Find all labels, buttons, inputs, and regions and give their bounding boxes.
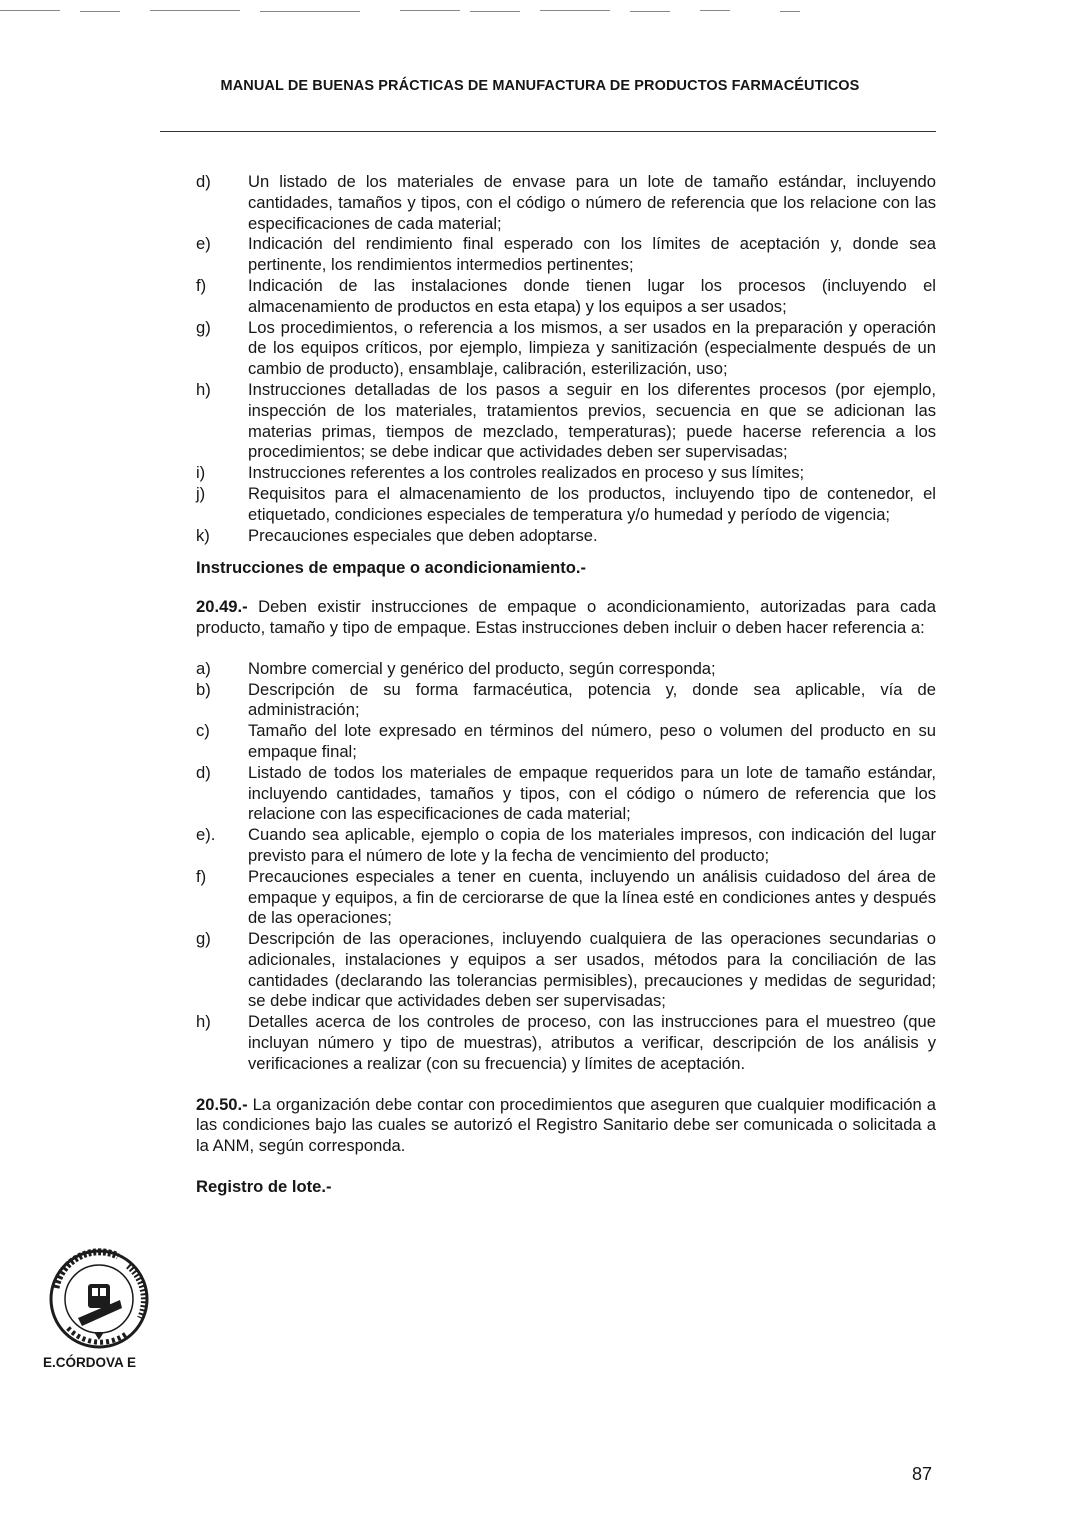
list-item-text: Instrucciones referentes a los controles realizados en proceso y sus límites; bbox=[248, 463, 805, 483]
list-item bbox=[196, 380, 936, 463]
list-item-text: Listado de todos los materiales de empaque requeridos para un lote de tamaño estándar, incluyendo cantidades, tamaños y tipos, con el código o número de referencia que los relacione con las especificaciones de cada material; bbox=[248, 762, 936, 824]
list-item bbox=[196, 867, 936, 929]
list-item bbox=[196, 929, 936, 1012]
list-item-text: Detalles acerca de los controles de proceso, con las instrucciones para el muestreo (que incluyan número y tipo de muestras), atributos a verificar, descripción de los análisis y verificaciones a realizar (con su frecuencia) y límites de aceptación. bbox=[248, 1012, 936, 1073]
list-item bbox=[196, 463, 936, 484]
list-item bbox=[196, 763, 936, 825]
list-item-text: Tamaño del lote expresado en términos del número, peso o volumen del producto en su empaque final; bbox=[248, 721, 936, 761]
section-heading: Registro de lote.- bbox=[196, 1177, 332, 1197]
list-item-text: Precauciones especiales a tener en cuenta, incluyendo un análisis cuidadoso del área de empaque y equipos, a fin de cerciorarse de que la línea esté en condiciones antes y después de las operaciones; bbox=[248, 866, 936, 928]
list-item bbox=[196, 659, 936, 680]
list-item-label: i) bbox=[196, 463, 206, 483]
list-item-text: Cuando sea aplicable, ejemplo o copia de los materiales impresos, con indicación del lugar previsto para el número de lote y la fecha de vencimiento del producto; bbox=[248, 825, 936, 865]
list-item-text: Descripción de las operaciones, incluyendo cualquiera de las operaciones secundarias o adicionales, instalaciones y equipos a ser usados, métodos para la conciliación de las cantidades (declarando las tolerancias permisibles), precauciones y medidas de seguridad; se debe indicar que actividades deben ser supervisadas; bbox=[248, 929, 936, 1011]
list-item-label: g) bbox=[196, 317, 211, 337]
official-seal-icon bbox=[48, 1248, 150, 1350]
list-item-label: k) bbox=[196, 525, 210, 545]
paragraph-20-49 bbox=[196, 597, 936, 639]
list-item-text: Precauciones especiales que deben adoptarse. bbox=[248, 525, 598, 545]
list-item-label: h) bbox=[196, 379, 211, 399]
list-item bbox=[196, 484, 936, 526]
list-item-text: Requisitos para el almacenamiento de los productos, incluyendo tipo de contenedor, el etiquetado, condiciones especiales de temperatura y/o humedad y período de vigencia; bbox=[248, 483, 936, 524]
list-item bbox=[196, 526, 936, 547]
paragraph-text: Deben existir instrucciones de empaque o acondicionamiento, autorizadas para cada producto, tamaño y tipo de empaque. Estas instrucciones deben incluir o deben hacer referencia a: bbox=[196, 597, 936, 637]
list-item bbox=[196, 318, 936, 380]
list-item-label: a) bbox=[196, 658, 211, 678]
paragraph-number: 20.49.- bbox=[196, 597, 248, 617]
list-item-label: e) bbox=[196, 234, 211, 254]
list-item bbox=[196, 234, 936, 276]
list-item bbox=[196, 276, 936, 318]
list-item-text: Indicación del rendimiento final esperado con los límites de aceptación y, donde sea pertinente, los rendimientos intermedios pertinentes; bbox=[248, 234, 936, 275]
list-item-text: Los procedimientos, o referencia a los mismos, a ser usados en la preparación y operación de los equipos críticos, por ejemplo, limpieza y sanitización (especialmente después de un cambio de producto), ensamblaje, calibración, esterilización, uso; bbox=[248, 317, 936, 379]
list-item-label: d) bbox=[196, 172, 211, 191]
list-item-text: Un listado de los materiales de envase para un lote de tamaño estándar, incluyendo cantidades, tamaños y tipos, con el código o número de referencia que los relacione con las especificaciones de cada material; bbox=[248, 172, 936, 233]
list-item-label: f) bbox=[196, 275, 207, 295]
list-item-label: f) bbox=[196, 866, 207, 886]
section-heading: Instrucciones de empaque o acondicionamiento.- bbox=[196, 558, 587, 578]
list-item-label: b) bbox=[196, 679, 211, 699]
list-item-text: Indicación de las instalaciones donde tienen lugar los procesos (incluyendo el almacenamiento de productos en esta etapa) y los equipos a ser usados; bbox=[248, 275, 936, 316]
list-item bbox=[196, 721, 936, 763]
signature-name: E.CÓRDOVA E bbox=[43, 1355, 137, 1370]
list-item bbox=[196, 680, 936, 722]
list-item-label: c) bbox=[196, 721, 210, 741]
page-header: MANUAL DE BUENAS PRÁCTICAS DE MANUFACTURA DE PRODUCTOS FARMACÉUTICOS bbox=[220, 78, 860, 94]
list-item-label: d) bbox=[196, 762, 211, 782]
list-item-text: Nombre comercial y genérico del producto, según corresponda; bbox=[248, 658, 716, 678]
paragraph-20-50 bbox=[196, 1095, 936, 1157]
list-item-label: g) bbox=[196, 929, 211, 949]
page-number: 87 bbox=[912, 1464, 933, 1484]
list-item bbox=[196, 172, 936, 234]
header-divider bbox=[160, 131, 936, 132]
list-item-text: Descripción de su forma farmacéutica, potencia y, donde sea aplicable, vía de administración; bbox=[248, 679, 936, 720]
list-item bbox=[196, 825, 936, 867]
list-item-label: j) bbox=[196, 483, 206, 503]
packaging-instructions-list bbox=[196, 659, 936, 1075]
page-content bbox=[196, 172, 936, 1198]
list-item-label: h) bbox=[196, 1012, 211, 1032]
list-item bbox=[196, 1012, 936, 1074]
paragraph-text: La organización debe contar con procedimientos que aseguren que cualquier modificación a las condiciones bajo las cuales se autorizó el Registro Sanitario debe ser comunicada o solicitada a la ANM, según corresponda. bbox=[196, 1094, 936, 1156]
scan-artifact bbox=[0, 6, 880, 18]
list-item-label: e). bbox=[196, 825, 216, 845]
paragraph-number: 20.50.- bbox=[196, 1094, 248, 1114]
production-instructions-list bbox=[196, 172, 936, 546]
list-item-text: Instrucciones detalladas de los pasos a seguir en los diferentes procesos (por ejemplo, inspección de los materiales, tratamientos previos, secuencia en que se adicionan las materias primas, tiempos de mezclado, temperaturas); puede hacerse referencia a los procedimientos; se debe indicar que actividades deben ser supervisadas; bbox=[248, 379, 936, 462]
